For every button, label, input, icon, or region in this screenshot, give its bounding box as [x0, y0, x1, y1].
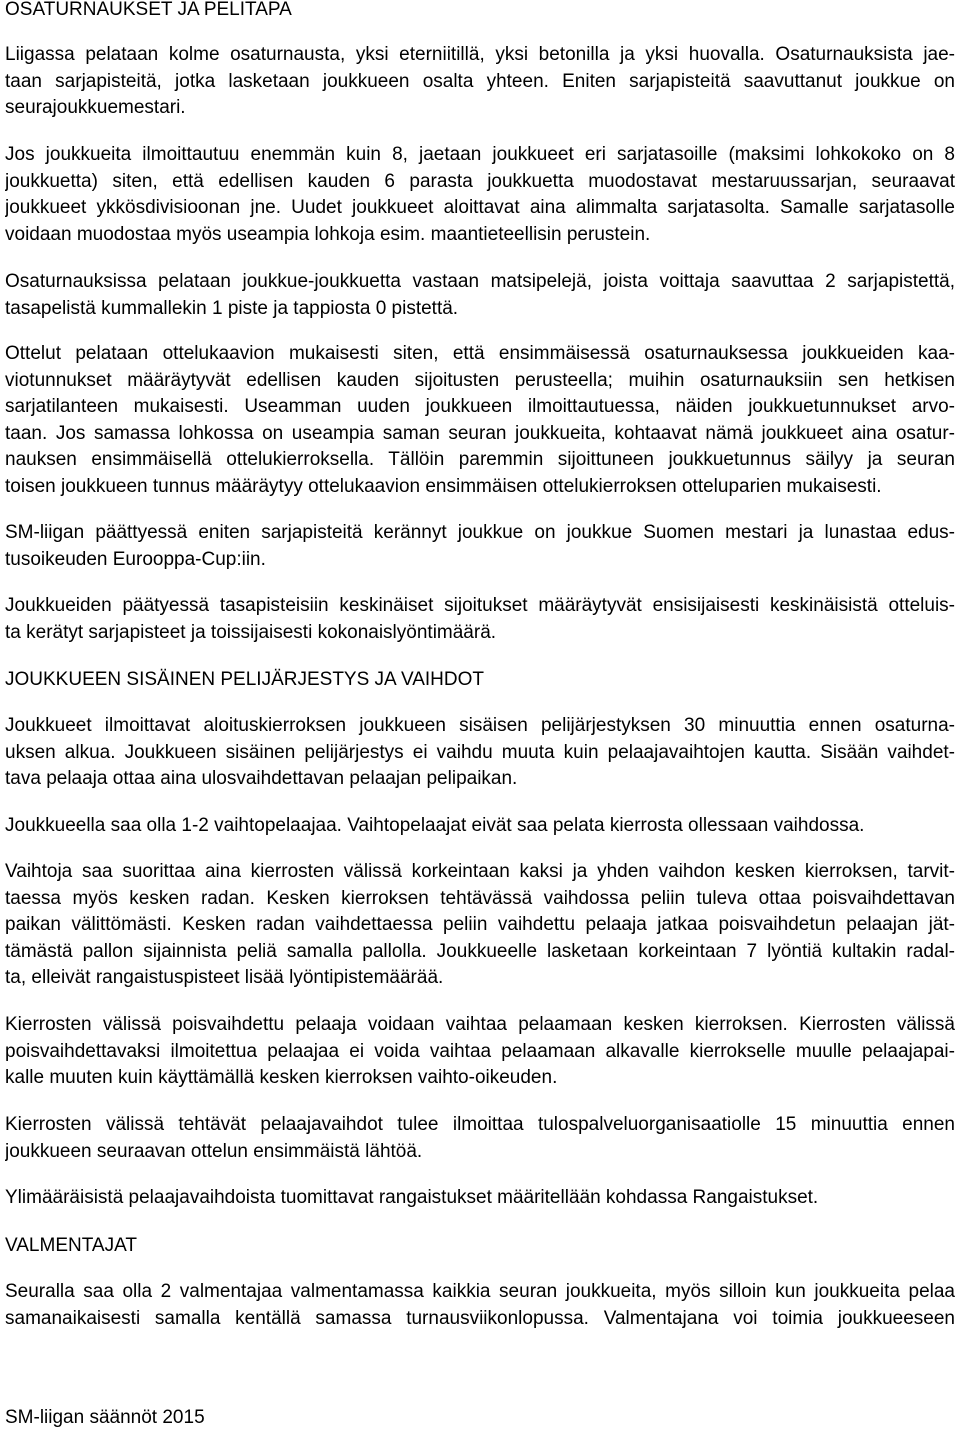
paragraph: [5, 341, 955, 500]
paragraph: [5, 42, 955, 122]
paragraph: [5, 813, 955, 840]
text-line: tusoikeuden Eurooppa-Cup:iin.: [5, 548, 266, 570]
text-line: Joukkueiden päätyessä tasapisteisiin keskinäiset sijoitukset määräytyvät ensisijaisesti keskinäisistä otteluis-: [5, 595, 955, 616]
text-line: kalle muuten kuin käyttämällä kesken kierroksen vaihto-oikeuden.: [5, 1067, 558, 1088]
section-heading-osaturnaukset: [5, 0, 955, 24]
text-line: toisen joukkueen tunnus määräytyy ottelukaavion ensimmäisen ottelukierroksen otteluparien mukaisesti.: [5, 475, 882, 497]
paragraph: [5, 713, 955, 793]
text-line: Osaturnauksissa pelataan joukkue-joukkuetta vastaan matsipelejä, joista voittaja saavuttaa 2 sarjapistettä,: [5, 271, 955, 292]
text-line: ta, elleivät rangaistuspisteet lisää lyöntipistemäärää.: [5, 967, 444, 988]
page-footer: SM-liigan säännöt 2015: [5, 1407, 205, 1428]
text-line: poisvaihdettavaksi ilmoitettua pelaajaa ei voida vaihtaa pelaamaan alkavalle kierrokselle muulle pelaajapai-: [5, 1040, 955, 1062]
text-line: joukkuetta) siten, että edellisen kauden 6 parasta joukkuetta muodostavat mestaruussarjan, seuraavat: [5, 170, 955, 192]
paragraph: [5, 269, 955, 322]
text-line: taan sarjapisteitä, jotka lasketaan joukkueen osalta yhteen. Eniten sarjapisteitä saavuttanut joukkue on: [5, 70, 955, 92]
text-line: SM-liigan päättyessä eniten sarjapisteitä kerännyt joukkue on joukkue Suomen mestari ja lunastaa edus-: [5, 522, 955, 543]
text-line: sarjatilanteen mukaisesti. Useamman uuden joukkueen ilmoittautuessa, näiden joukkuetunnukset arvo-: [5, 396, 955, 417]
paragraph: [5, 520, 955, 573]
text-line: taan. Jos samassa lohkossa on useampia saman seuran joukkueita, kohtaavat nämä joukkueet aina osatur-: [5, 422, 955, 444]
text-line: Kierrosten välissä poisvaihdettu pelaaja voidaan vaihtaa pelaamaan kesken kierroksen. Kierrosten välissä: [5, 1014, 955, 1035]
text-line: joukkueet ykkösdivisioonan jne. Uudet joukkueet aloittavat aina alimmalta sarjatasolta. Samalle sarjatasolle: [5, 197, 955, 218]
section-heading: JOUKKUEEN SISÄINEN PELIJÄRJESTYS JA VAIHDOT: [5, 669, 484, 690]
text-line: Joukkueet ilmoittavat aloituskierroksen joukkueen sisäisen pelijärjestyksen 30 minuuttia ennen osaturna-: [5, 715, 955, 736]
text-line: seurajoukkuemestari.: [5, 97, 186, 118]
paragraph: [5, 859, 955, 992]
text-line: viotunnukset määräytyvät edellisen kauden sijoitusten perusteella; muihin osaturnauksiin sen hetkisen: [5, 369, 955, 391]
section-heading-valmentajat: [5, 1233, 955, 1260]
paragraph: [5, 593, 955, 646]
text-line: Joukkueella saa olla 1-2 vaihtopelaajaa. Vaihtopelaajat eivät saa pelata kierrosta ollessaan vaihdossa.: [5, 815, 865, 836]
text-line: voidaan muodostaa myös useampia lohkoja esim. maantieteellisin perustein.: [5, 223, 651, 245]
text-line: Ylimääräisistä pelaajavaihdoista tuomittavat rangaistukset määritellään kohdassa Rangaistukset.: [5, 1187, 819, 1208]
text-line: Seuralla saa olla 2 valmentajaa valmentamassa kaikkia seuran joukkueita, myös silloin kun joukkueita pelaa: [5, 1281, 955, 1302]
text-line: paikan välittömästi. Kesken radan vaihdettaessa peliin vaihdettu pelaaja jatkaa poisvaihdetun pelaajan jät-: [5, 914, 955, 935]
paragraph: [5, 1279, 955, 1332]
text-line: tasapelistä kummallekin 1 piste ja tappiosta 0 pistettä.: [5, 297, 459, 319]
text-line: nauksen ensimmäisellä ottelukierroksella. Tällöin paremmin sijoittuneen joukkuetunnus säilyy ja seuran: [5, 449, 955, 470]
paragraph: [5, 142, 955, 248]
page-footer-container: [5, 1405, 955, 1432]
section-heading-pelijarjestys: [5, 667, 955, 694]
text-line: taessa myös kesken radan. Kesken kierroksen tehtävässä vaihdossa peliin tuleva ottaa poisvaihdettavan: [5, 887, 955, 909]
text-line: ta kerätyt sarjapisteet ja toissijaisesti kokonaislyöntimäärä.: [5, 621, 497, 643]
text-line: Kierrosten välissä tehtävät pelaajavaihdot tulee ilmoittaa tulospalveluorganisaatiolle 15 minuuttia ennen: [5, 1114, 955, 1135]
section-heading: OSATURNAUKSET JA PELITAPA: [5, 0, 292, 20]
text-line: tämästä pallon sijainnista peliä samalla pallolla. Joukkueelle lasketaan korkeintaan 7 lyöntiä kultakin radal-: [5, 940, 955, 962]
text-line: Liigassa pelataan kolme osaturnausta, yksi eterniitillä, yksi betonilla ja yksi huovalla. Osaturnauksista jae-: [5, 44, 955, 65]
paragraph: [5, 1112, 955, 1165]
paragraph: [5, 1012, 955, 1092]
text-line: Jos joukkueita ilmoittautuu enemmän kuin 8, jaetaan joukkueet eri sarjatasoille (maksimi lohkokoko on 8: [5, 144, 955, 165]
text-line: samanaikaisesti samalla kentällä samassa turnausviikonlopussa. Valmentajana voi toimia joukkueeseen: [5, 1307, 955, 1329]
paragraph: [5, 1185, 955, 1212]
text-line: joukkueen seuraavan ottelun ensimmäistä lähtöä.: [5, 1140, 423, 1162]
text-line: tava pelaaja ottaa aina ulosvaihdettavan pelaajan pelipaikan.: [5, 768, 518, 789]
section-heading: VALMENTAJAT: [5, 1235, 137, 1256]
text-line: uksen alkua. Joukkueen sisäinen pelijärjestys ei vaihdu muuta kuin pelaajavaihtojen kautta. Sisään vaihdet-: [5, 741, 955, 763]
text-line: Ottelut pelataan ottelukaavion mukaisesti siten, että ensimmäisessä osaturnauksessa joukkueiden kaa-: [5, 343, 955, 364]
text-line: Vaihtoja saa suorittaa aina kierrosten välissä korkeintaan kaksi ja yhden vaihdon kesken kierroksen, tarvit-: [5, 861, 955, 882]
